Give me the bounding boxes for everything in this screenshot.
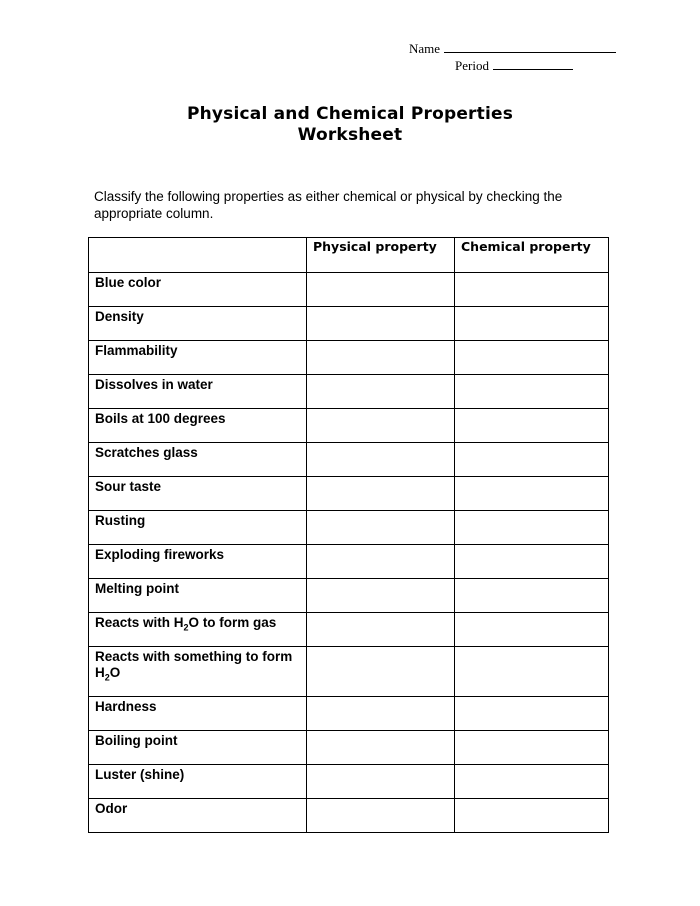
property-label: Luster (shine) [89, 765, 307, 799]
chemical-check-cell[interactable] [455, 579, 609, 613]
physical-check-cell[interactable] [307, 545, 455, 579]
header-cell-chemical: Chemical property [455, 238, 609, 273]
physical-check-cell[interactable] [307, 409, 455, 443]
property-label: Flammability [89, 341, 307, 375]
physical-check-cell[interactable] [307, 443, 455, 477]
table-row [89, 647, 609, 697]
table-row [89, 799, 609, 833]
header-cell-property [89, 238, 307, 273]
property-label: Melting point [89, 579, 307, 613]
property-label: Rusting [89, 511, 307, 545]
name-label: Name [409, 41, 441, 56]
physical-check-cell[interactable] [307, 731, 455, 765]
properties-table [88, 237, 609, 833]
chemical-check-cell[interactable] [455, 477, 609, 511]
chemical-check-cell[interactable] [455, 697, 609, 731]
property-label: Reacts with something to form $H_2O$ [89, 647, 307, 697]
table-header-row [89, 238, 609, 273]
table-row [89, 307, 609, 341]
property-label: Odor [89, 799, 307, 833]
property-label: Hardness [89, 697, 307, 731]
property-label: Boiling point [89, 731, 307, 765]
chemical-check-cell[interactable] [455, 799, 609, 833]
physical-check-cell[interactable] [307, 375, 455, 409]
table-row [89, 409, 609, 443]
name-blank-line[interactable] [444, 40, 616, 53]
table-row [89, 731, 609, 765]
chemical-check-cell[interactable] [455, 341, 609, 375]
name-field[interactable] [409, 40, 616, 57]
chemical-check-cell[interactable] [455, 545, 609, 579]
page-title [0, 104, 700, 146]
table-row [89, 375, 609, 409]
physical-check-cell[interactable] [307, 647, 455, 697]
chemical-check-cell[interactable] [455, 409, 609, 443]
chemical-check-cell[interactable] [455, 647, 609, 697]
table-row [89, 477, 609, 511]
chemical-check-cell[interactable] [455, 613, 609, 647]
chemical-check-cell[interactable] [455, 307, 609, 341]
physical-check-cell[interactable] [307, 697, 455, 731]
table-row [89, 341, 609, 375]
physical-check-cell[interactable] [307, 273, 455, 307]
chemical-check-cell[interactable] [455, 273, 609, 307]
physical-check-cell[interactable] [307, 765, 455, 799]
property-label: Blue color [89, 273, 307, 307]
instructions-text: Classify the following properties as either chemical or physical by checking the appropriate column. [94, 189, 563, 221]
period-label: Period [455, 58, 489, 73]
property-label: Boils at 100 degrees [89, 409, 307, 443]
title-line-1: Physical and Chemical Properties [186, 104, 514, 124]
property-label: Exploding fireworks [89, 545, 307, 579]
property-label: Sour taste [89, 477, 307, 511]
header-cell-physical: Physical property [307, 238, 455, 273]
physical-check-cell[interactable] [307, 613, 455, 647]
chemical-check-cell[interactable] [455, 765, 609, 799]
physical-check-cell[interactable] [307, 341, 455, 375]
period-blank-line[interactable] [493, 57, 573, 70]
table-row [89, 697, 609, 731]
chemical-check-cell[interactable] [455, 731, 609, 765]
physical-check-cell[interactable] [307, 579, 455, 613]
property-label: Scratches glass [89, 443, 307, 477]
table-row [89, 443, 609, 477]
table-row [89, 511, 609, 545]
chemical-check-cell[interactable] [455, 375, 609, 409]
title-line-2: Worksheet [297, 125, 403, 145]
property-label: Dissolves in water [89, 375, 307, 409]
table-row [89, 579, 609, 613]
physical-check-cell[interactable] [307, 307, 455, 341]
table-row [89, 613, 609, 647]
property-label: Reacts with $H_2O$ to form gas [89, 613, 307, 647]
property-label: Density [89, 307, 307, 341]
physical-check-cell[interactable] [307, 511, 455, 545]
table-row [89, 273, 609, 307]
physical-check-cell[interactable] [307, 477, 455, 511]
chemical-check-cell[interactable] [455, 511, 609, 545]
period-field[interactable] [455, 57, 573, 74]
table-row [89, 765, 609, 799]
physical-check-cell[interactable] [307, 799, 455, 833]
table-row [89, 545, 609, 579]
chemical-check-cell[interactable] [455, 443, 609, 477]
